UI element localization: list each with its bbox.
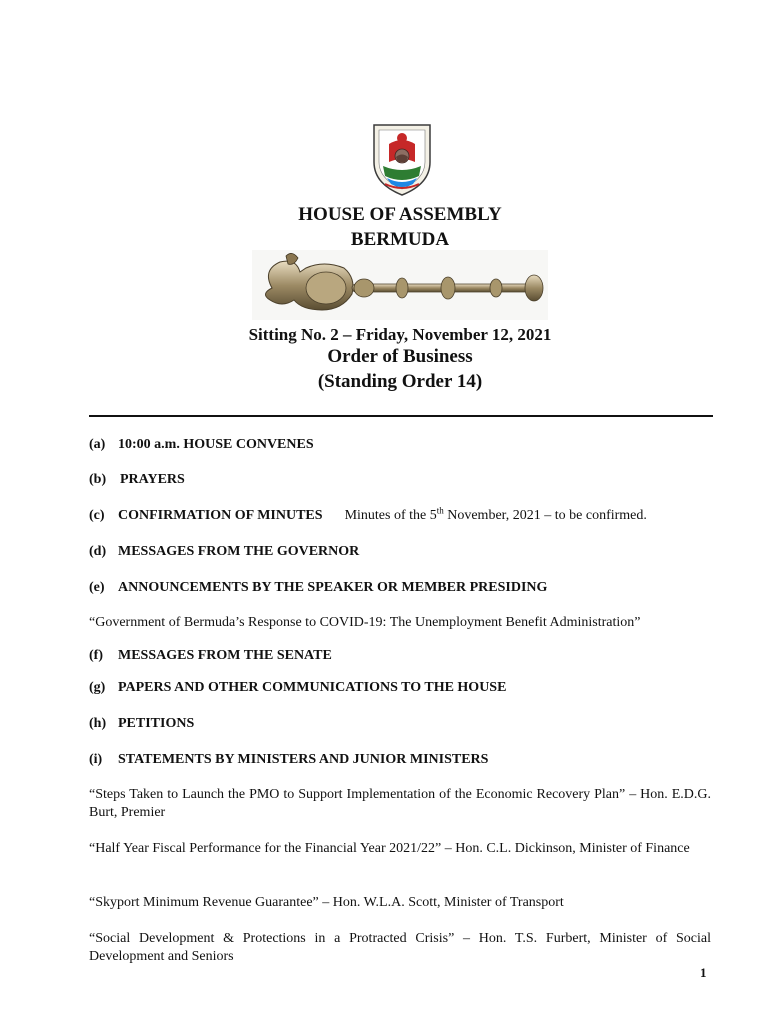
agenda-item-text: STATEMENTS BY MINISTERS AND JUNIOR MINISTERS — [118, 752, 489, 767]
country-title: BERMUDA — [350, 229, 450, 250]
statement-item: “Skyport Minimum Revenue Guarantee” – Hon. W.L.A. Scott, Minister of Transport — [89, 895, 564, 910]
agenda-item-text: MESSAGES FROM THE SENATE — [118, 648, 332, 663]
minutes-note: Minutes of the 5th November, 2021 – to be confirmed. — [344, 505, 647, 523]
agenda-item-d: (d) MESSAGES FROM THE GOVERNOR — [89, 544, 360, 559]
house-title: HOUSE OF ASSEMBLY — [298, 204, 502, 225]
agenda-item-c: (c) CONFIRMATION OF MINUTES Minutes of the 5th November, 2021 – to be confirmed. — [89, 505, 647, 523]
bermuda-coat-of-arms-icon — [371, 122, 433, 198]
ceremonial-mace-icon — [252, 250, 548, 320]
agenda-item-text: PRAYERS — [120, 472, 185, 487]
agenda-item-b: (b) PRAYERS — [89, 472, 185, 487]
agenda-item-text: CONFIRMATION OF MINUTES — [118, 508, 323, 523]
statement-item: “Half Year Fiscal Performance for the Financial Year 2021/22” – Hon. C.L. Dickinson, Minister of Finance — [89, 841, 690, 856]
agenda-item-g: (g) PAPERS AND OTHER COMMUNICATIONS TO THE HOUSE — [89, 680, 507, 695]
sitting-line: Sitting No. 2 – Friday, November 12, 2021 — [248, 325, 552, 344]
agenda-item-text: ANNOUNCEMENTS BY THE SPEAKER OR MEMBER PRESIDING — [118, 580, 548, 595]
announcement-title: “Government of Bermuda’s Response to COVID-19: The Unemployment Benefit Administration” — [89, 615, 641, 630]
agenda-item-text: 10:00 a.m. HOUSE CONVENES — [118, 437, 314, 452]
agenda-item-f: (f) MESSAGES FROM THE SENATE — [89, 648, 332, 663]
header-divider — [89, 415, 713, 417]
agenda-item-text: MESSAGES FROM THE GOVERNOR — [118, 544, 360, 559]
statement-item: “Steps Taken to Launch the PMO to Support Implementation of the Economic Recovery Plan” – Hon. E.D.G. Burt, Premier — [89, 787, 711, 820]
page-number: 1 — [700, 965, 707, 980]
agenda-item-text: PETITIONS — [118, 716, 195, 731]
agenda-item-h: (h) PETITIONS — [89, 716, 195, 731]
agenda-item-text: PAPERS AND OTHER COMMUNICATIONS TO THE HOUSE — [118, 680, 507, 695]
agenda-item-a: (a) 10:00 a.m. HOUSE CONVENES — [89, 437, 314, 452]
agenda-item-i: (i) STATEMENTS BY MINISTERS AND JUNIOR MINISTERS — [89, 752, 489, 767]
order-of-business-title: Order of Business — [327, 346, 473, 367]
statement-item: “Social Development & Protections in a Protracted Crisis” – Hon. T.S. Furbert, Minister of Social Development and Seniors — [89, 931, 711, 964]
agenda-item-e: (e) ANNOUNCEMENTS BY THE SPEAKER OR MEMBER PRESIDING — [89, 580, 548, 595]
standing-order-line: (Standing Order 14) — [317, 371, 483, 392]
